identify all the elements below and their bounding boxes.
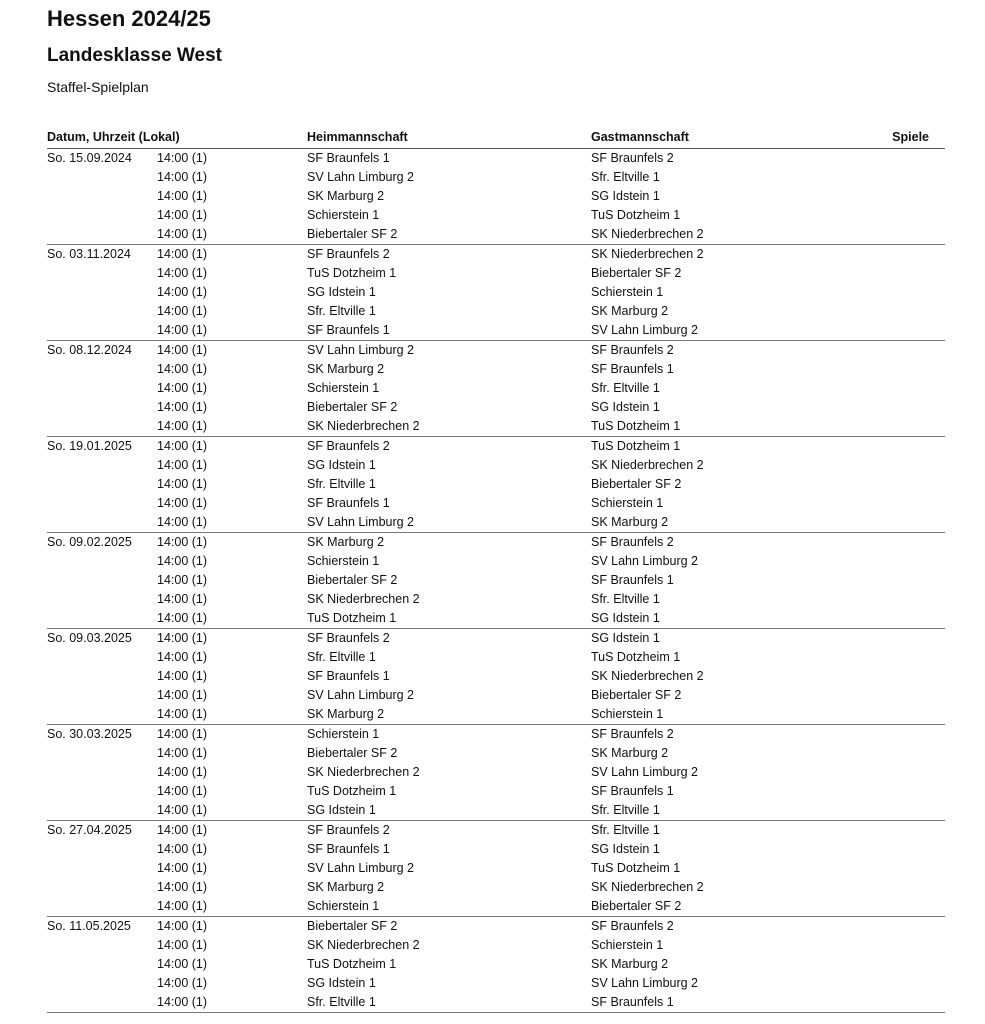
match-time: 14:00 (1) <box>157 247 208 261</box>
match-time: 14:00 (1) <box>157 746 208 760</box>
table-row <box>47 533 945 552</box>
table-row <box>47 571 945 590</box>
match-time: 14:00 (1) <box>157 535 208 549</box>
match-time: 14:00 (1) <box>157 611 208 625</box>
guest-team: Schierstein 1 <box>591 938 664 952</box>
match-time: 14:00 (1) <box>157 727 208 741</box>
table-row <box>47 225 945 244</box>
column-header-date-time: Datum, Uhrzeit (Lokal) <box>47 130 180 144</box>
column-header-games: Spiele <box>892 130 929 144</box>
table-row <box>47 321 945 340</box>
table-row <box>47 245 945 264</box>
match-time: 14:00 (1) <box>157 554 208 568</box>
guest-team: TuS Dotzheim 1 <box>591 650 681 664</box>
guest-team: SK Niederbrechen 2 <box>591 458 704 472</box>
home-team: Schierstein 1 <box>307 899 380 913</box>
guest-team: TuS Dotzheim 1 <box>591 208 681 222</box>
home-team: SV Lahn Limburg 2 <box>307 688 415 702</box>
match-date: So. 19.01.2025 <box>47 439 132 453</box>
guest-team: SF Braunfels 2 <box>591 727 674 741</box>
table-row <box>47 341 945 360</box>
table-row <box>47 763 945 782</box>
table-row <box>47 437 945 456</box>
match-time: 14:00 (1) <box>157 707 208 721</box>
home-team: SG Idstein 1 <box>307 976 376 990</box>
match-time: 14:00 (1) <box>157 227 208 241</box>
table-row <box>47 475 945 494</box>
table-row <box>47 859 945 878</box>
round-group <box>47 629 945 725</box>
home-team: Schierstein 1 <box>307 381 380 395</box>
home-team: Biebertaler SF 2 <box>307 573 398 587</box>
round-group <box>47 245 945 341</box>
round-group <box>47 437 945 533</box>
match-date: So. 27.04.2025 <box>47 823 132 837</box>
match-time: 14:00 (1) <box>157 880 208 894</box>
guest-team: Schierstein 1 <box>591 707 664 721</box>
home-team: SF Braunfels 2 <box>307 247 390 261</box>
home-team: SG Idstein 1 <box>307 285 376 299</box>
home-team: SK Niederbrechen 2 <box>307 592 420 606</box>
guest-team: SF Braunfels 2 <box>591 151 674 165</box>
match-time: 14:00 (1) <box>157 784 208 798</box>
guest-team: Sfr. Eltville 1 <box>591 170 660 184</box>
guest-team: SV Lahn Limburg 2 <box>591 976 699 990</box>
guest-team: SV Lahn Limburg 2 <box>591 765 699 779</box>
table-row <box>47 725 945 744</box>
guest-team: SG Idstein 1 <box>591 611 660 625</box>
match-time: 14:00 (1) <box>157 899 208 913</box>
round-group <box>47 725 945 821</box>
match-time: 14:00 (1) <box>157 170 208 184</box>
home-team: Schierstein 1 <box>307 554 380 568</box>
home-team: SK Marburg 2 <box>307 362 385 376</box>
guest-team: Biebertaler SF 2 <box>591 477 682 491</box>
table-row <box>47 283 945 302</box>
home-team: SF Braunfels 1 <box>307 151 390 165</box>
table-row <box>47 494 945 513</box>
home-team: Sfr. Eltville 1 <box>307 304 376 318</box>
match-date: So. 09.02.2025 <box>47 535 132 549</box>
home-team: Biebertaler SF 2 <box>307 227 398 241</box>
match-time: 14:00 (1) <box>157 919 208 933</box>
home-team: SK Niederbrechen 2 <box>307 419 420 433</box>
home-team: SV Lahn Limburg 2 <box>307 170 415 184</box>
guest-team: SK Marburg 2 <box>591 957 669 971</box>
guest-team: Sfr. Eltville 1 <box>591 803 660 817</box>
home-team: Schierstein 1 <box>307 727 380 741</box>
table-row <box>47 417 945 436</box>
table-row <box>47 149 945 168</box>
table-row <box>47 705 945 724</box>
guest-team: SG Idstein 1 <box>591 400 660 414</box>
home-team: Sfr. Eltville 1 <box>307 995 376 1009</box>
guest-team: Sfr. Eltville 1 <box>591 592 660 606</box>
table-row <box>47 897 945 916</box>
column-header-guest: Gastmannschaft <box>591 130 689 144</box>
round-group <box>47 149 945 245</box>
table-row <box>47 840 945 859</box>
table-row <box>47 917 945 936</box>
guest-team: SG Idstein 1 <box>591 189 660 203</box>
match-time: 14:00 (1) <box>157 938 208 952</box>
home-team: SK Marburg 2 <box>307 880 385 894</box>
match-time: 14:00 (1) <box>157 515 208 529</box>
guest-team: Schierstein 1 <box>591 496 664 510</box>
home-team: Sfr. Eltville 1 <box>307 650 376 664</box>
table-row <box>47 629 945 648</box>
guest-team: SF Braunfels 2 <box>591 919 674 933</box>
match-time: 14:00 (1) <box>157 323 208 337</box>
match-time: 14:00 (1) <box>157 861 208 875</box>
table-row <box>47 206 945 225</box>
match-time: 14:00 (1) <box>157 631 208 645</box>
round-group <box>47 917 945 1013</box>
table-row <box>47 609 945 628</box>
round-group <box>47 341 945 437</box>
guest-team: SK Marburg 2 <box>591 304 669 318</box>
home-team: TuS Dotzheim 1 <box>307 266 397 280</box>
match-date: So. 11.05.2025 <box>47 919 131 933</box>
table-row <box>47 398 945 417</box>
home-team: SV Lahn Limburg 2 <box>307 515 415 529</box>
schedule-caption: Staffel-Spielplan <box>47 79 149 95</box>
match-time: 14:00 (1) <box>157 496 208 510</box>
home-team: SG Idstein 1 <box>307 458 376 472</box>
home-team: SK Niederbrechen 2 <box>307 938 420 952</box>
guest-team: SF Braunfels 1 <box>591 784 674 798</box>
table-row <box>47 936 945 955</box>
guest-team: SK Niederbrechen 2 <box>591 669 704 683</box>
match-date: So. 03.11.2024 <box>47 247 131 261</box>
table-row <box>47 878 945 897</box>
match-time: 14:00 (1) <box>157 208 208 222</box>
match-time: 14:00 (1) <box>157 688 208 702</box>
league-subtitle: Landesklasse West <box>47 45 222 66</box>
match-time: 14:00 (1) <box>157 400 208 414</box>
home-team: SK Marburg 2 <box>307 707 385 721</box>
table-row <box>47 187 945 206</box>
guest-team: Biebertaler SF 2 <box>591 688 682 702</box>
home-team: SF Braunfels 2 <box>307 439 390 453</box>
match-time: 14:00 (1) <box>157 765 208 779</box>
table-row <box>47 552 945 571</box>
guest-team: SG Idstein 1 <box>591 842 660 856</box>
match-time: 14:00 (1) <box>157 803 208 817</box>
table-row <box>47 667 945 686</box>
home-team: SF Braunfels 2 <box>307 823 390 837</box>
table-row <box>47 360 945 379</box>
round-group <box>47 533 945 629</box>
table-row <box>47 379 945 398</box>
home-team: SF Braunfels 2 <box>307 631 390 645</box>
match-date: So. 30.03.2025 <box>47 727 132 741</box>
home-team: SF Braunfels 1 <box>307 323 390 337</box>
home-team: TuS Dotzheim 1 <box>307 957 397 971</box>
match-time: 14:00 (1) <box>157 957 208 971</box>
match-time: 14:00 (1) <box>157 669 208 683</box>
home-team: Schierstein 1 <box>307 208 380 222</box>
guest-team: Biebertaler SF 2 <box>591 899 682 913</box>
guest-team: SV Lahn Limburg 2 <box>591 554 699 568</box>
table-row <box>47 264 945 283</box>
home-team: TuS Dotzheim 1 <box>307 784 397 798</box>
match-time: 14:00 (1) <box>157 823 208 837</box>
match-date: So. 15.09.2024 <box>47 151 132 165</box>
table-row <box>47 993 945 1012</box>
table-row <box>47 648 945 667</box>
table-row <box>47 782 945 801</box>
home-team: SF Braunfels 1 <box>307 669 390 683</box>
table-row <box>47 168 945 187</box>
column-header-home: Heimmannschaft <box>307 130 408 144</box>
home-team: Biebertaler SF 2 <box>307 919 398 933</box>
home-team: SG Idstein 1 <box>307 803 376 817</box>
guest-team: SK Niederbrechen 2 <box>591 227 704 241</box>
match-time: 14:00 (1) <box>157 343 208 357</box>
rounds-container <box>47 149 945 1013</box>
page-title: Hessen 2024/25 <box>47 6 211 31</box>
guest-team: Biebertaler SF 2 <box>591 266 682 280</box>
guest-team: SK Niederbrechen 2 <box>591 880 704 894</box>
home-team: SK Niederbrechen 2 <box>307 765 420 779</box>
table-row <box>47 686 945 705</box>
guest-team: TuS Dotzheim 1 <box>591 861 681 875</box>
home-team: SK Marburg 2 <box>307 189 385 203</box>
round-group <box>47 821 945 917</box>
guest-team: SK Marburg 2 <box>591 515 669 529</box>
table-row <box>47 974 945 993</box>
schedule-table <box>47 128 945 1013</box>
guest-team: SV Lahn Limburg 2 <box>591 323 699 337</box>
guest-team: Sfr. Eltville 1 <box>591 381 660 395</box>
match-time: 14:00 (1) <box>157 266 208 280</box>
match-time: 14:00 (1) <box>157 381 208 395</box>
match-time: 14:00 (1) <box>157 439 208 453</box>
home-team: Biebertaler SF 2 <box>307 400 398 414</box>
table-row <box>47 955 945 974</box>
guest-team: SF Braunfels 1 <box>591 573 674 587</box>
table-row <box>47 456 945 475</box>
match-time: 14:00 (1) <box>157 419 208 433</box>
match-time: 14:00 (1) <box>157 304 208 318</box>
match-time: 14:00 (1) <box>157 650 208 664</box>
guest-team: SF Braunfels 1 <box>591 995 674 1009</box>
match-time: 14:00 (1) <box>157 573 208 587</box>
home-team: SK Marburg 2 <box>307 535 385 549</box>
table-row <box>47 590 945 609</box>
match-time: 14:00 (1) <box>157 189 208 203</box>
table-row <box>47 744 945 763</box>
match-time: 14:00 (1) <box>157 592 208 606</box>
match-time: 14:00 (1) <box>157 362 208 376</box>
guest-team: SF Braunfels 2 <box>591 535 674 549</box>
guest-team: SK Marburg 2 <box>591 746 669 760</box>
match-time: 14:00 (1) <box>157 477 208 491</box>
home-team: SF Braunfels 1 <box>307 842 390 856</box>
home-team: SV Lahn Limburg 2 <box>307 343 415 357</box>
match-time: 14:00 (1) <box>157 151 208 165</box>
home-team: SV Lahn Limburg 2 <box>307 861 415 875</box>
guest-team: TuS Dotzheim 1 <box>591 419 681 433</box>
table-header <box>47 128 945 149</box>
match-date: So. 08.12.2024 <box>47 343 132 357</box>
guest-team: SF Braunfels 2 <box>591 343 674 357</box>
match-time: 14:00 (1) <box>157 976 208 990</box>
guest-team: Sfr. Eltville 1 <box>591 823 660 837</box>
guest-team: SG Idstein 1 <box>591 631 660 645</box>
home-team: SF Braunfels 1 <box>307 496 390 510</box>
table-row <box>47 801 945 820</box>
home-team: Sfr. Eltville 1 <box>307 477 376 491</box>
guest-team: TuS Dotzheim 1 <box>591 439 681 453</box>
guest-team: SF Braunfels 1 <box>591 362 674 376</box>
table-row <box>47 821 945 840</box>
match-time: 14:00 (1) <box>157 458 208 472</box>
match-date: So. 09.03.2025 <box>47 631 132 645</box>
match-time: 14:00 (1) <box>157 285 208 299</box>
match-time: 14:00 (1) <box>157 842 208 856</box>
match-time: 14:00 (1) <box>157 995 208 1009</box>
table-row <box>47 513 945 532</box>
home-team: Biebertaler SF 2 <box>307 746 398 760</box>
home-team: TuS Dotzheim 1 <box>307 611 397 625</box>
guest-team: SK Niederbrechen 2 <box>591 247 704 261</box>
guest-team: Schierstein 1 <box>591 285 664 299</box>
table-row <box>47 302 945 321</box>
